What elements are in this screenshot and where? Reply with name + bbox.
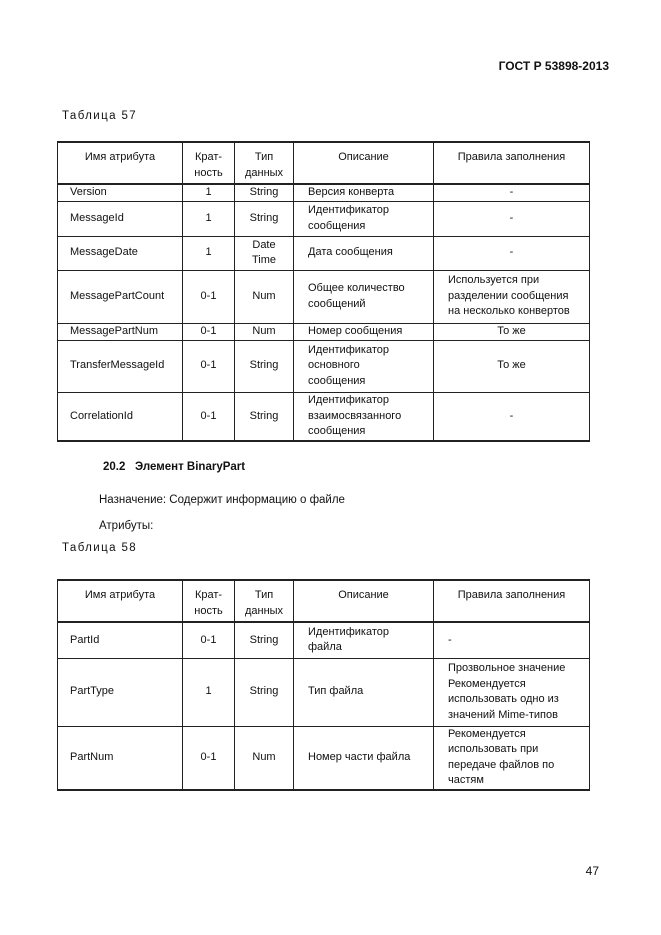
column-header-multiplicity: Крат- ность [183,580,235,622]
cell-description: Идентификатор взаимосвязанного сообщения [294,392,434,441]
cell-attribute-name: PartType [58,658,183,726]
cell-multiplicity: 1 [183,184,235,201]
cell-data-type: Num [235,726,294,790]
table-row [58,340,590,392]
table-58 [57,579,590,791]
cell-attribute-name: PartNum [58,726,183,790]
document-code: ГОСТ Р 53898-2013 [498,59,609,73]
cell-fill-rule: Прозвольное значение Рекомендуется использовать одно из значений Mime-типов [434,658,590,726]
cell-data-type: String [235,622,294,658]
cell-description: Версия конверта [294,184,434,201]
cell-attribute-name: MessageId [58,201,183,236]
cell-fill-rule: То же [434,340,590,392]
table-row [58,658,590,726]
cell-data-type: Date Time [235,236,294,270]
cell-multiplicity: 0-1 [183,622,235,658]
table-header-row [58,142,590,184]
cell-data-type: String [235,658,294,726]
cell-description: Идентификатор сообщения [294,201,434,236]
cell-attribute-name: TransferMessageId [58,340,183,392]
table-57 [57,141,590,442]
cell-data-type: String [235,392,294,441]
table-58-caption: Таблица 58 [62,542,138,554]
cell-description: Идентификатор файла [294,622,434,658]
cell-multiplicity: 0-1 [183,323,235,340]
purpose-text: Назначение: Содержит информацию о файле [99,494,345,506]
cell-attribute-name: CorrelationId [58,392,183,441]
cell-multiplicity: 0-1 [183,726,235,790]
cell-multiplicity: 0-1 [183,270,235,323]
cell-multiplicity: 0-1 [183,392,235,441]
cell-fill-rule: - [434,184,590,201]
cell-fill-rule: Используется при разделении сообщения на несколько конвертов [434,270,590,323]
table-row [58,622,590,658]
cell-description: Идентификатор основного сообщения [294,340,434,392]
attributes-label: Атрибуты: [99,520,154,532]
column-header-fill-rules: Правила заполнения [434,580,590,622]
column-header-description: Описание [294,142,434,184]
cell-description: Дата сообщения [294,236,434,270]
cell-data-type: String [235,184,294,201]
column-header-attribute-name: Имя атрибута [58,142,183,184]
table-row [58,184,590,201]
cell-fill-rule: - [434,201,590,236]
table-header-row [58,580,590,622]
table-row [58,392,590,441]
cell-attribute-name: MessagePartCount [58,270,183,323]
cell-description: Номер части файла [294,726,434,790]
table-57-caption: Таблица 57 [62,110,138,122]
cell-multiplicity: 1 [183,201,235,236]
cell-fill-rule: Рекомендуется использовать при передаче файлов по частям [434,726,590,790]
table-row [58,236,590,270]
cell-data-type: Num [235,323,294,340]
column-header-attribute-name: Имя атрибута [58,580,183,622]
cell-fill-rule: - [434,392,590,441]
column-header-multiplicity: Крат- ность [183,142,235,184]
cell-multiplicity: 1 [183,236,235,270]
table-row [58,201,590,236]
column-header-data-type: Тип данных [235,142,294,184]
page-number: 47 [585,864,599,878]
cell-description: Общее количество сообщений [294,270,434,323]
table-row [58,323,590,340]
cell-attribute-name: MessageDate [58,236,183,270]
column-header-description: Описание [294,580,434,622]
column-header-data-type: Тип данных [235,580,294,622]
cell-attribute-name: Version [58,184,183,201]
cell-multiplicity: 1 [183,658,235,726]
cell-data-type: String [235,340,294,392]
column-header-fill-rules: Правила заполнения [434,142,590,184]
table-row [58,726,590,790]
table-row [58,270,590,323]
cell-data-type: Num [235,270,294,323]
cell-description: Тип файла [294,658,434,726]
cell-multiplicity: 0-1 [183,340,235,392]
cell-attribute-name: PartId [58,622,183,658]
section-heading: 20.2 Элемент BinaryPart [103,461,246,473]
cell-description: Номер сообщения [294,323,434,340]
cell-data-type: String [235,201,294,236]
cell-fill-rule: - [434,622,590,658]
cell-attribute-name: MessagePartNum [58,323,183,340]
cell-fill-rule: То же [434,323,590,340]
cell-fill-rule: - [434,236,590,270]
